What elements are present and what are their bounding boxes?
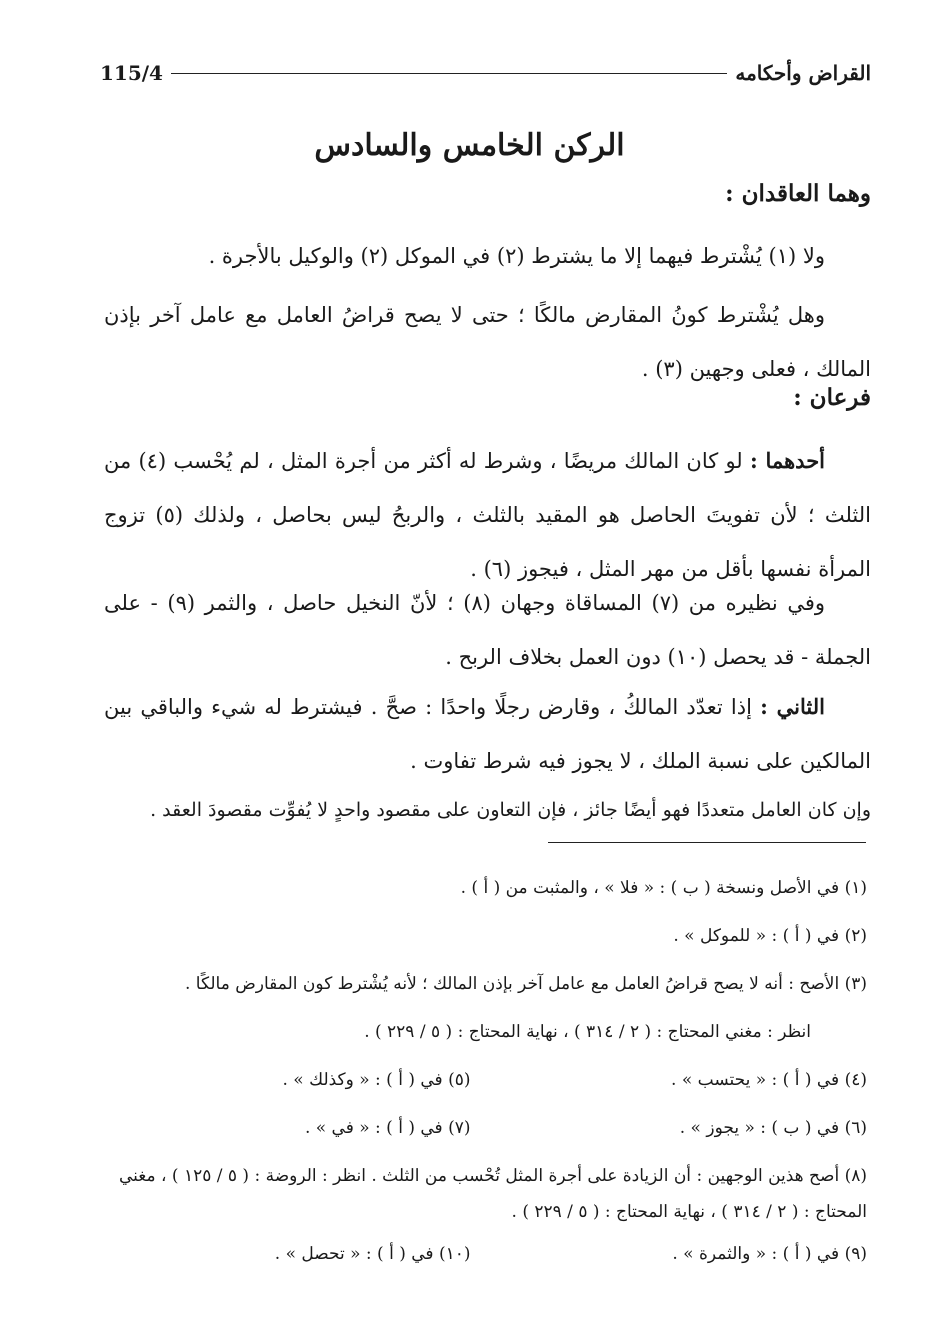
footnote-9: (٩) في ( أ ) : « والثمرة » . (672, 1244, 867, 1264)
footnote-3-reference: انظر : مغني المحتاج : ( ٢ / ٣١٤ ) ، نهاية المحتاج : ( ٥ / ٢٢٩ ) . (364, 1022, 811, 1042)
running-header (100, 56, 871, 90)
footnote-3: (٣) الأصح : أنه لا يصح قراضُ العامل مع عامل آخر بإذن المالك ؛ لأنه يُشْترط كون المقارض مالكًا . (185, 974, 867, 994)
footnote-1: (١) في الأصل ونسخة ( ب ) : « فلا » ، والمثبت من ( أ ) . (460, 878, 867, 898)
subheading-two-branches: فرعان : (793, 384, 871, 411)
footnote-2: (٢) في ( أ ) : « للموكل » . (673, 926, 867, 946)
paragraph-branch-2 (104, 680, 871, 788)
running-title: القراض وأحكامه (735, 61, 871, 85)
footnote-10: (١٠) في ( أ ) : « تحصل » . (274, 1244, 471, 1264)
footnote-7: (٧) في ( أ ) : « في » . (304, 1118, 471, 1138)
header-rule (171, 73, 727, 74)
footnote-8: (٨) أصح هذين الوجهين : أن الزيادة على أجرة المثل تُحْسب من الثلث . انظر : الروضة : ( ٥ / ١٢٥ ) ، مغني المحتاج : ( ٢ / ٣١٤ ) ، نهاية المحتاج : ( ٥ / ٢٢٩ ) . (119, 1166, 867, 1222)
paragraph-branch-2-cont: وإن كان العامل متعددًا فهو أيضًا جائز ، فإن التعاون على مقصود واحدٍ لا يُفوِّت مقصودَ العقد . (150, 799, 871, 821)
footnote-row-6-7 (104, 1104, 867, 1152)
branch-1-lead: أحدهما : (749, 448, 826, 473)
branch-2-lead: الثاني : (760, 694, 825, 719)
paragraph-2: وهل يُشْترط كونُ المقارض مالكًا ؛ حتى لا يصح قراضُ العامل مع عامل آخر بإذن المالك ، فعلى وجهين (٣) . (104, 303, 871, 381)
page-number: 115/4 (100, 61, 163, 85)
footnote-6: (٦) في ( ب ) : « يجوز » . (679, 1118, 867, 1138)
footnote-row-9-10 (104, 1230, 867, 1278)
footnote-4: (٤) في ( أ ) : « يحتسب » . (671, 1070, 867, 1090)
subheading-contracting-parties: وهما العاقدان : (725, 180, 871, 207)
footnote-rule (548, 842, 866, 843)
paragraph-1: ولا (١) يُشْترط فيهما إلا ما يشترط (٢) في الموكل (٢) والوكيل بالأجرة . (208, 244, 825, 268)
footnotes (104, 864, 867, 1278)
paragraph-branch-1-cont: وفي نظيره من (٧) المساقاة وجهان (٨) ؛ لأنّ النخيل حاصل ، والثمر (٩) - على الجملة - قد يحصل (١٠) دون العمل بخلاف الربح . (104, 591, 871, 669)
paragraph-branch-1 (104, 434, 871, 596)
branch-1-text: لو كان المالك مريضًا ، وشرط له أكثر من أجرة المثل ، لم يُحْسب (٤) من الثلث ؛ لأن تفويتَ الحاصل هو المقيد بالثلث ، والربحُ ليس بحاصل ، ولذلك (٥) تزوج المرأة نفسها بأقل من مهر المثل ، فيجوز (٦) . (104, 449, 871, 581)
branch-2-text: إذا تعدّد المالكُ ، وقارض رجلًا واحدًا : صحَّ . فيشترط له شيء والباقي بين المالكين على نسبة الملك ، لا يجوز فيه شرط تفاوت . (104, 695, 871, 773)
footnote-5: (٥) في ( أ ) : « وكذلك » . (282, 1070, 471, 1090)
footnote-row-4-5 (104, 1056, 867, 1104)
section-title: الركن الخامس والسادس (314, 128, 625, 163)
